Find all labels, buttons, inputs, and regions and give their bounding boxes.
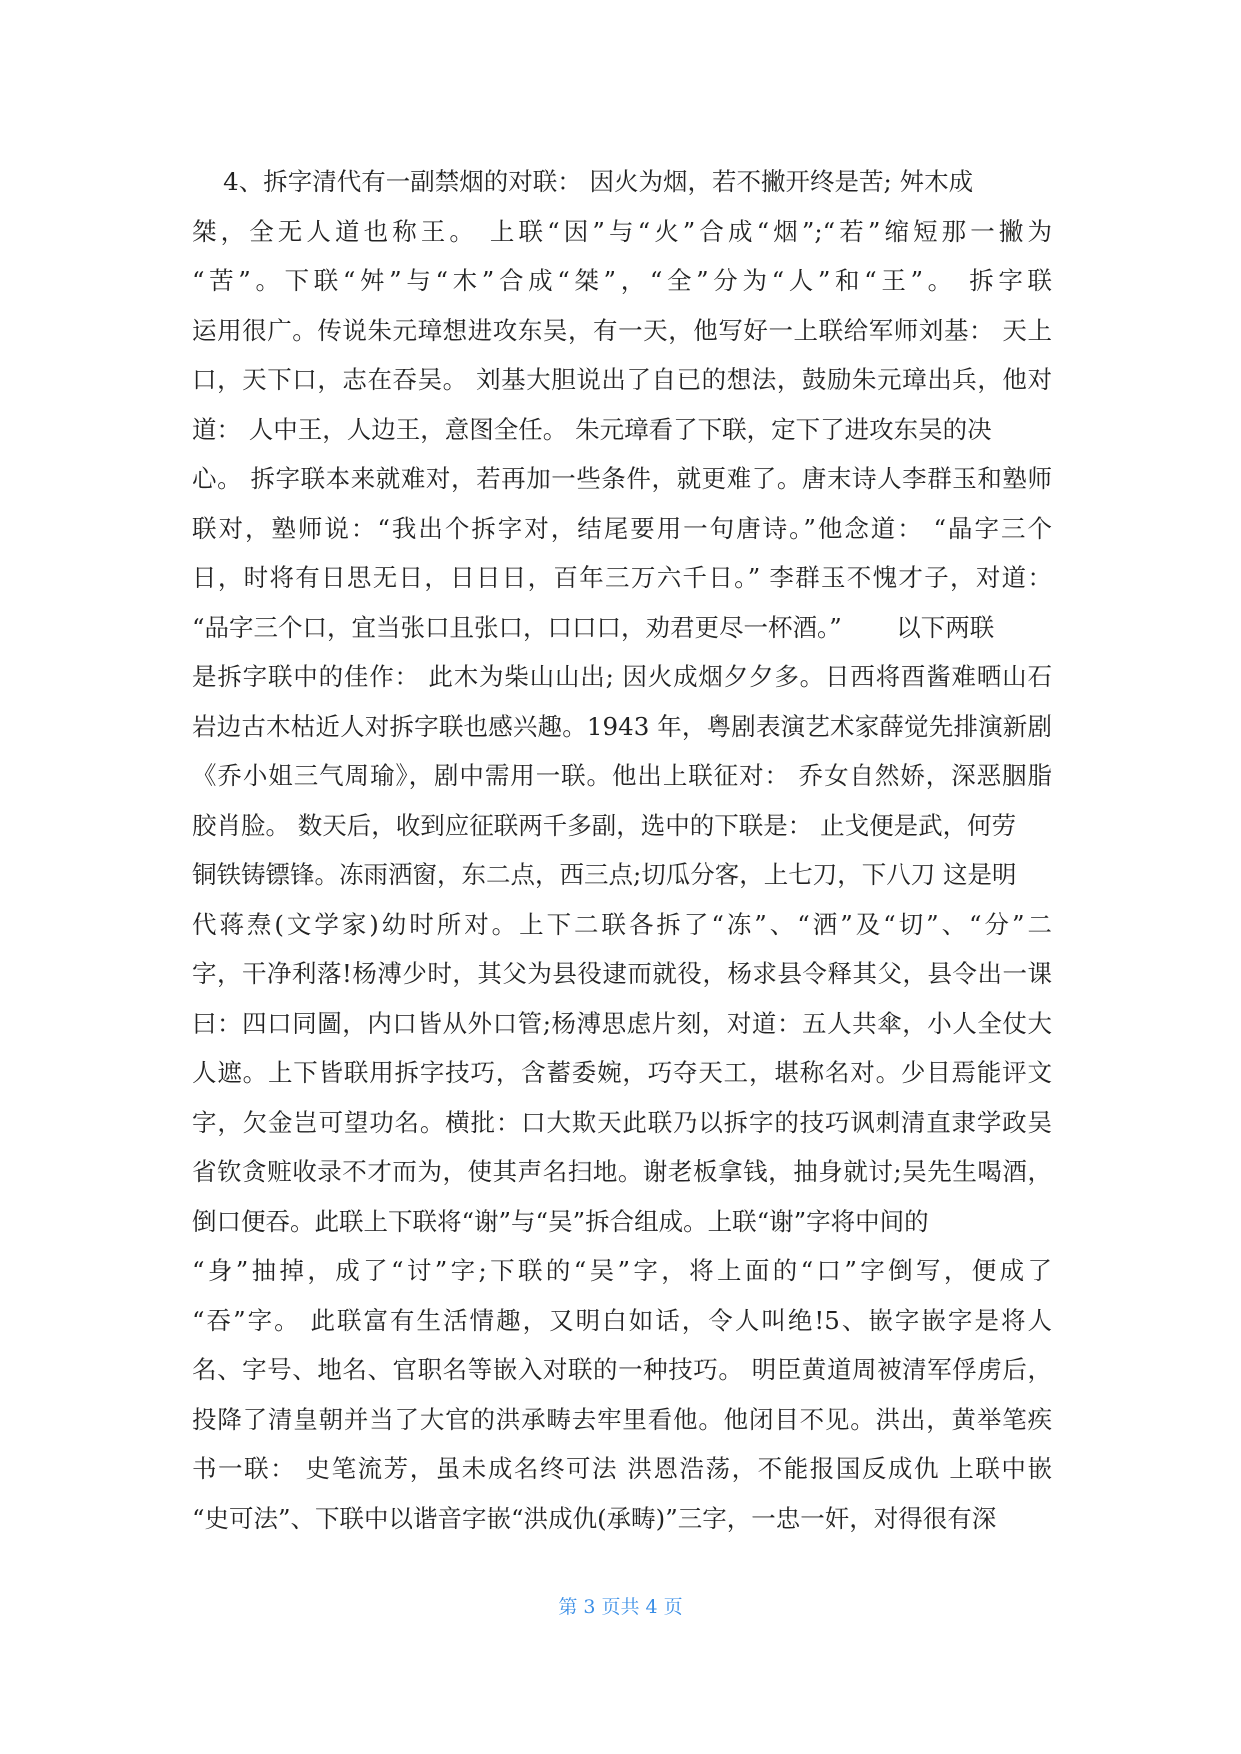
text-line: 字，干净利落!杨溥少时，其父为县役逮而就役，杨求县令释其父，县令出一课	[192, 959, 1052, 988]
text-line: 日，时将有日思无日，日日日，百年三万六千日。” 李群玉不愧才子，对道：	[192, 563, 1052, 592]
text-line: 曰：四口同圖，内口皆从外口管;杨溥思虑片刻，对道：五人共傘，小人全仗大	[192, 1008, 1052, 1038]
text-line: “吞”字。 此联富有生活情趣，又明白如话，令人叫绝!5、嵌字嵌字是将人	[192, 1305, 1052, 1335]
text-line: 联对，塾师说：“我出个拆字对，结尾要用一句唐诗。”他念道： “晶字三个	[192, 513, 1052, 543]
text-line: 岩边古木枯近人对拆字联也感兴趣。1943 年，粤剧表演艺术家薛觉先排演新剧	[192, 711, 1052, 741]
body-text	[192, 157, 1052, 1543]
text-line: 口，天下口，志在吞吴。 刘基大胆说出了自已的想法，鼓励朱元璋出兵，他对	[192, 365, 1052, 394]
text-line: 省钦贪赃收录不才而为，使其声名扫地。谢老板拿钱，抽身就讨;吴先生喝酒，	[192, 1157, 1052, 1186]
text-line: 代蒋焘(文学家)幼时所对。上下二联各拆了“冻”、“洒”及“切”、“分”二	[192, 909, 1052, 939]
text-line: 4、拆字清代有一副禁烟的对联： 因火为烟，若不撇开终是苦; 舛木成	[192, 167, 974, 196]
text-line: 是拆字联中的佳作： 此木为柴山山出; 因火成烟夕夕多。日西将酉酱难晒山石	[192, 662, 1052, 691]
text-line: 运用很广。传说朱元璋想进攻东吴，有一天，他写好一上联给军师刘基： 天上	[192, 315, 1052, 345]
text-line: “史可法”、下联中以谐音字嵌“洪成仇(承畴)”三字，一忠一奸，对得很有深	[192, 1503, 997, 1533]
text-line: “苦”。下联“舛”与“木”合成“桀”，“全”分为“人”和“王”。 拆字联	[192, 266, 1052, 295]
text-line: 铜铁铸镖锋。冻雨洒窗，东二点，西三点;切瓜分客，上七刀，下八刀 这是明	[192, 860, 1017, 889]
text-line: 字，欠金岂可望功名。横批：口大欺天此联乃以拆字的技巧讽刺清直隶学政吴	[192, 1107, 1052, 1137]
text-line: 人遮。上下皆联用拆字技巧，含蓄委婉，巧夺天工，堪称名对。少目焉能评文	[192, 1058, 1052, 1087]
text-line: 胶肖脸。 数天后，收到应征联两千多副，选中的下联是： 止戈便是武，何劳	[192, 810, 1017, 840]
text-line: 投降了清皇朝并当了大官的洪承畴去牢里看他。他闭目不见。洪出，黄举笔疾	[192, 1404, 1052, 1434]
text-line: 道： 人中王，人边王，意图全任。 朱元璋看了下联，定下了进攻东吴的决	[192, 414, 992, 444]
text-line: 心。 拆字联本来就难对，若再加一些条件，就更难了。唐末诗人李群玉和塾师	[192, 464, 1052, 493]
text-line: 书一联： 史笔流芳，虽未成名终可法 洪恩浩荡，不能报国反成仇 上联中嵌	[192, 1454, 1052, 1483]
page-number-footer: 第 3 页共 4 页	[558, 1596, 683, 1618]
text-line: “品字三个口，宜当张口且张口，口口口，劝君更尽一杯酒。” 以下两联	[192, 612, 995, 642]
text-line: 倒口便吞。此联上下联将“谢”与“吴”拆合组成。上联“谢”字将中间的	[192, 1206, 929, 1236]
text-line: 桀，全无人道也称王。 上联“因”与“火”合成“烟”;“若”缩短那一撇为	[192, 216, 1052, 246]
text-line: “身”抽掉，成了“讨”字;下联的“吴”字，将上面的“口”字倒写，便成了	[192, 1256, 1052, 1285]
text-line: 名、字号、地名、官职名等嵌入对联的一种技巧。 明臣黄道周被清军俘虏后，	[192, 1355, 1052, 1384]
text-line: 《乔小姐三气周瑜》，剧中需用一联。他出上联征对： 乔女自然娇，深恶胭脂	[192, 761, 1052, 790]
